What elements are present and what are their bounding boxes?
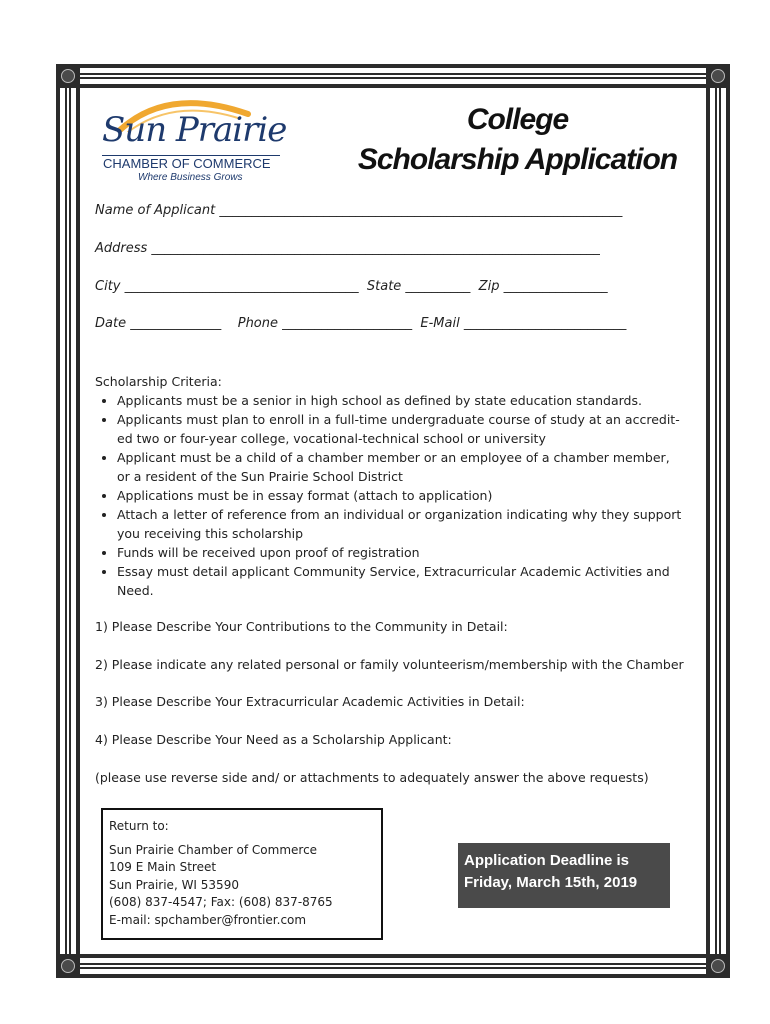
frame-corner-icon — [706, 954, 730, 978]
return-line: Sun Prairie, WI 53590 — [109, 877, 239, 892]
title-line-2: Scholarship Application — [357, 143, 678, 176]
page-title — [345, 100, 690, 180]
city-state-zip-field[interactable]: City ____________________________________ State __________ Zip ________________ — [95, 279, 608, 294]
logo-tagline: Where Business Grows — [138, 172, 243, 183]
list-item: • Applicant must be a child of a chamber member or an employee of a chamber member, or a resident of the Sun Prairie School District — [117, 448, 685, 486]
return-line: 109 E Main Street — [109, 860, 217, 874]
frame-corner-icon — [56, 64, 80, 88]
address-field[interactable]: Address _____________________________________________________________________ — [95, 241, 600, 256]
question-4: 4) Please Describe Your Need as a Scholarship Applicant: — [95, 732, 452, 747]
return-email: E-mail: spchamber@frontier.com — [109, 912, 307, 927]
list-item: • Essay must detail applicant Community Service, Extracurricular Academic Activities and Need. — [117, 562, 685, 600]
deadline-badge — [458, 843, 670, 908]
frame-top — [56, 64, 730, 88]
attachments-note: (please use reverse side and/ or attachments to adequately answer the above requests) — [95, 770, 649, 785]
frame-right — [706, 64, 730, 978]
return-address-box — [101, 808, 383, 940]
chamber-logo — [98, 92, 288, 184]
date-phone-email-field[interactable]: Date ______________ Phone ____________________ E-Mail _________________________ — [95, 316, 627, 331]
logo-script: Sun Prairie — [102, 110, 287, 150]
scholarship-criteria — [95, 372, 685, 600]
question-2: 2) Please indicate any related personal or family volunteerism/membership with the Chamber — [95, 657, 684, 672]
list-item: • Applications must be in essay format (attach to application) — [117, 486, 685, 505]
criteria-list — [95, 391, 685, 600]
frame-bottom — [56, 954, 730, 978]
question-3: 3) Please Describe Your Extracurricular Academic Activities in Detail: — [95, 694, 525, 709]
return-label: Return to: — [109, 819, 169, 833]
title-line-1: College — [466, 103, 569, 136]
question-1: 1) Please Describe Your Contributions to the Community in Detail: — [95, 619, 508, 634]
deadline-line-2: Friday, March 15th, 2019 — [464, 874, 638, 891]
frame-left — [56, 64, 80, 978]
return-line: (608) 837-4547; Fax: (608) 837-8765 — [109, 895, 333, 909]
list-item: • Attach a letter of reference from an individual or organization indicating why they support you receiving this scholarship — [117, 505, 685, 543]
list-item: • Funds will be received upon proof of registration — [117, 543, 685, 562]
list-item: • Applicants must plan to enroll in a full-time undergraduate course of study at an accredit-ed two or four-year college, vocational-technical school or university — [117, 410, 685, 448]
deadline-line-1: Application Deadline is — [464, 852, 630, 869]
name-field[interactable]: Name of Applicant ______________________________________________________________ — [95, 203, 623, 218]
return-line: Sun Prairie Chamber of Commerce — [109, 842, 318, 857]
frame-corner-icon — [56, 954, 80, 978]
frame-corner-icon — [706, 64, 730, 88]
criteria-heading: Scholarship Criteria: — [95, 374, 222, 389]
logo-chamber-text: CHAMBER OF COMMERCE — [103, 156, 271, 171]
list-item: • Applicants must be a senior in high school as defined by state education standards. — [117, 391, 685, 410]
